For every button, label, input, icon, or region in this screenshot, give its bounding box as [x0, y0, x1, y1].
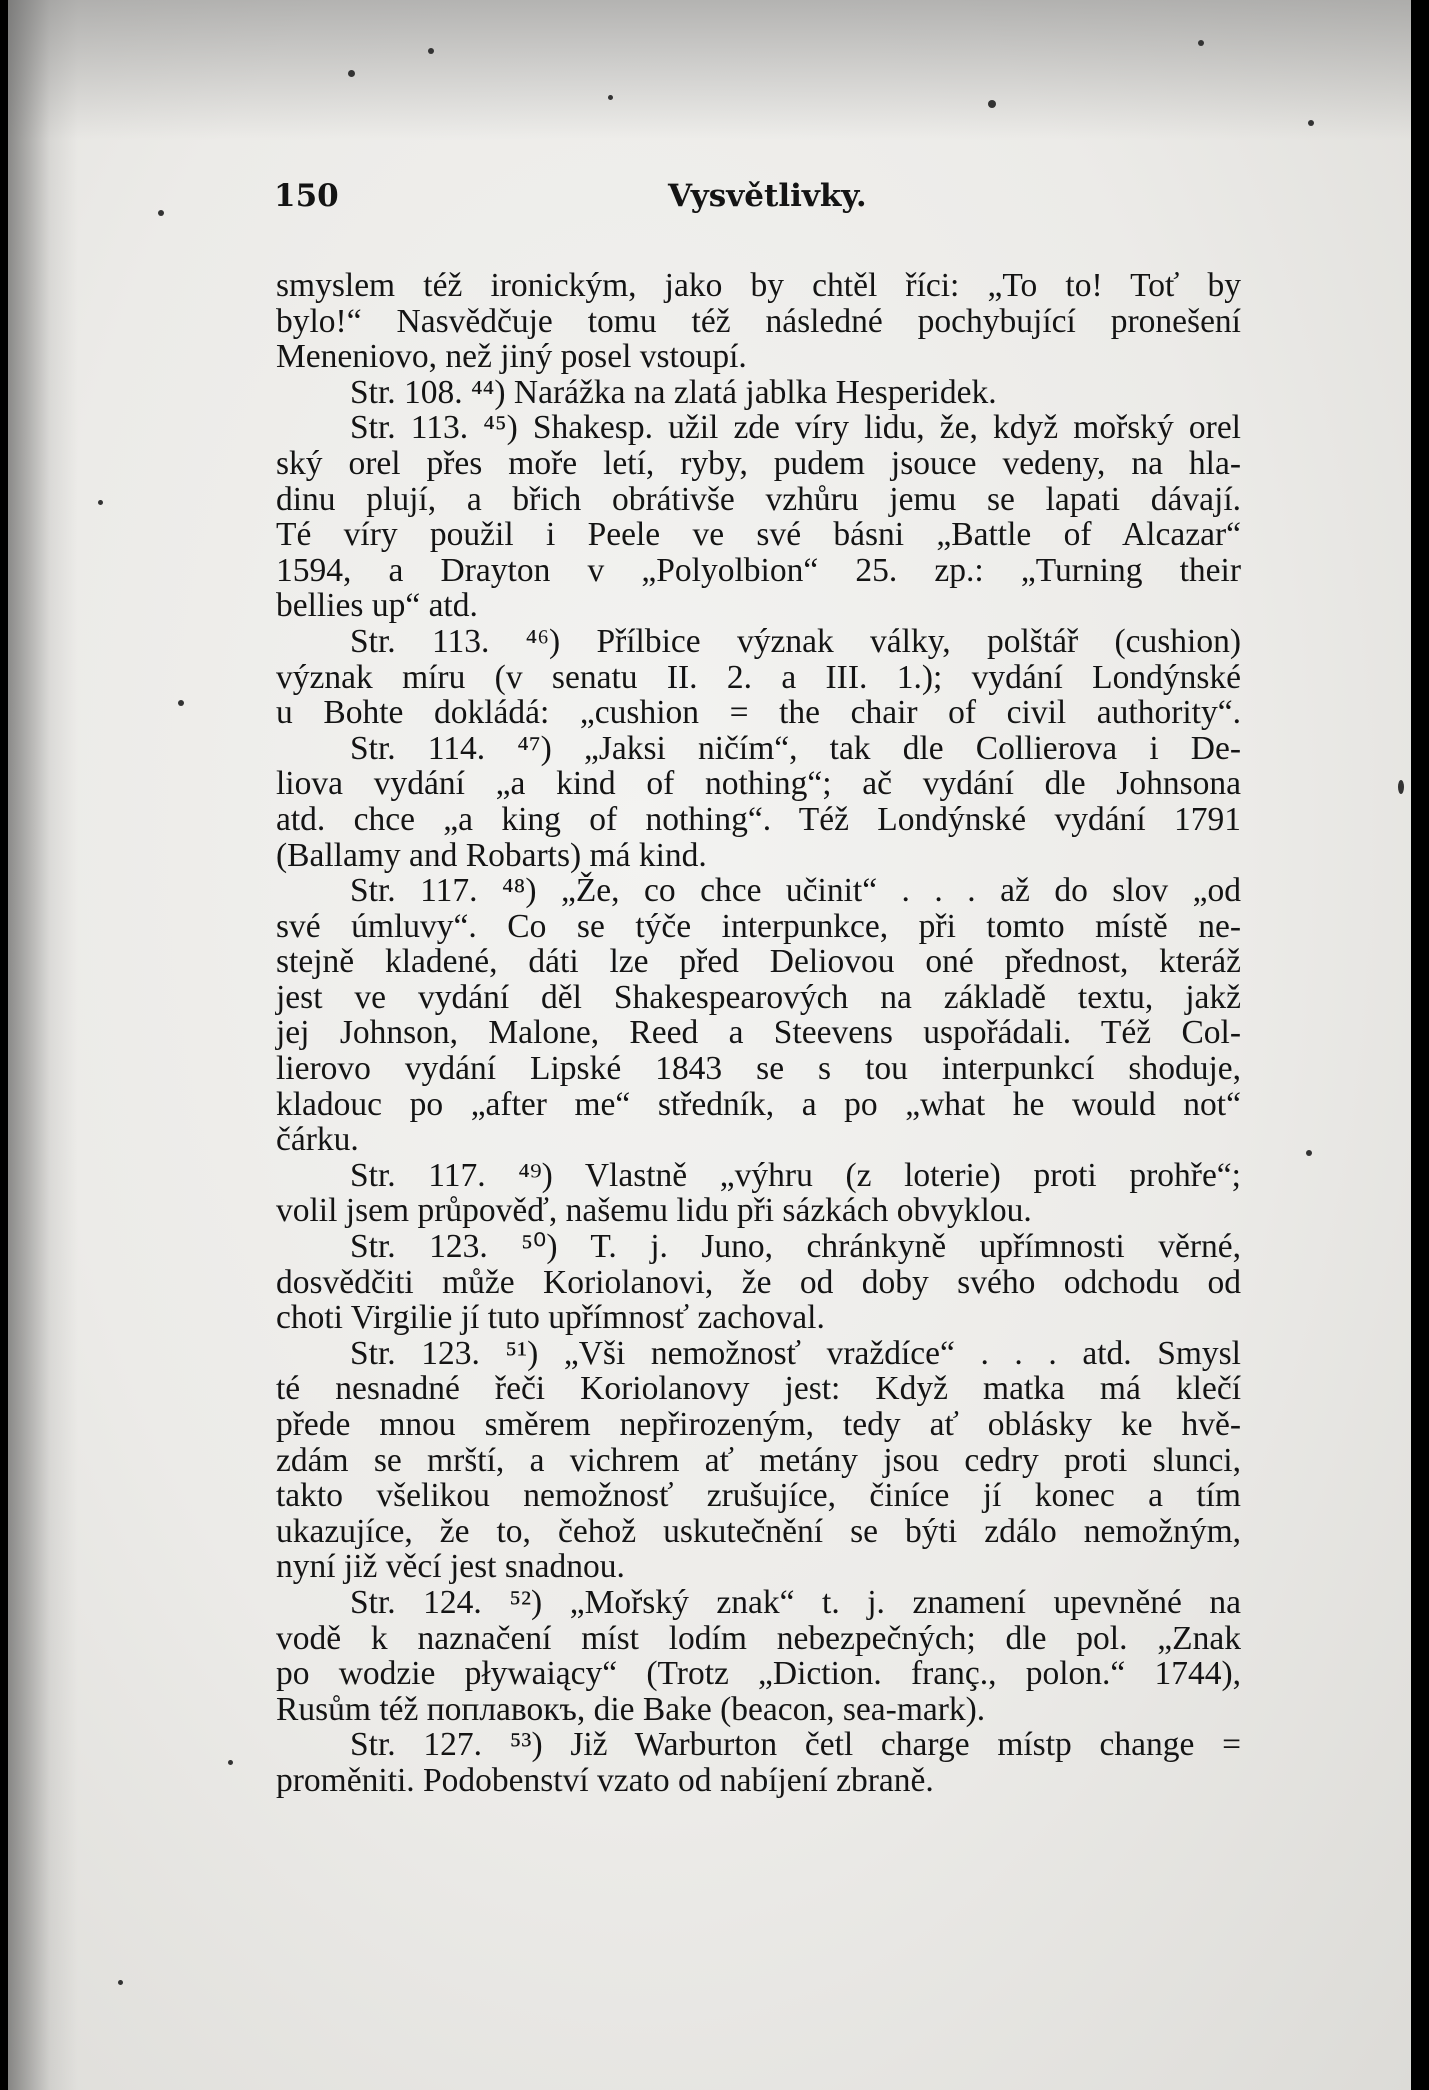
text-line: přede mnou směrem nepřirozeným, tedy ať oblásky ke hvě- [276, 1406, 1241, 1443]
text-line: atd. chce „a king of nothing“. Též Londýnské vydání 1791 [276, 800, 1241, 838]
top-edge-shadow [8, 0, 1411, 140]
text-line: choti Virgilie jí tuto upřímnosť zachoval. [276, 1299, 825, 1337]
book-page [8, 0, 1411, 2090]
text-line: Str. 123. ⁵¹) „Vši nemožnosť vraždíce“ . . . atd. Smysl [350, 1334, 1241, 1372]
text-line: jej Johnson, Malone, Reed a Steevens uspořádali. Též Col- [276, 1014, 1241, 1052]
scan-speck [1398, 780, 1404, 794]
scan-speck [1198, 40, 1204, 46]
text-line: té nesnadné řeči Koriolanovy jest: Když matka má klečí [276, 1370, 1241, 1408]
text-line: volil jsem průpověď, našemu lidu při sázkách obvyklou. [276, 1192, 1032, 1230]
scan-speck [1306, 1150, 1312, 1156]
text-line: nyní již věcí jest snadnou. [276, 1548, 625, 1586]
scan-speck [228, 1760, 233, 1765]
spine-shadow [8, 0, 78, 2090]
scan-speck [1308, 120, 1314, 126]
text-line: lierovo vydání Lipské 1843 se s tou interpunkcí shoduje, [276, 1050, 1241, 1088]
scan-speck [428, 48, 434, 54]
text-line: u Bohte dokládá: „cushion = the chair of civil authority“. [276, 694, 1241, 732]
text-line: dosvědčiti může Koriolanovi, že od doby svého odchodu od [276, 1263, 1241, 1301]
text-line: takto všelikou nemožnosť zrušujíce, činíce jí konec a tím [276, 1477, 1241, 1515]
text-line: zdám se mrští, a vichrem ať metány jsou cedry proti slunci, [276, 1441, 1241, 1479]
text-line: (Ballamy and Robarts) má kind. [276, 836, 707, 874]
text-line: Té víry použil i Peele ve své básni „Battle of Alcazar“ [276, 516, 1241, 554]
scan-speck [608, 95, 613, 100]
text-line: smyslem též ironickým, jako by chtěl říci: „To to! Toť by [276, 267, 1241, 304]
text-line: 1594, a Drayton v „Polyolbion“ 25. zp.: „Turning their [276, 551, 1241, 589]
text-line: Str. 117. ⁴⁸) „Že, co chce učinit“ . . . až do slov „od [350, 872, 1241, 910]
text-line: jest ve vydání děl Shakespearových na základě textu, jakž [276, 978, 1241, 1016]
text-line: po wodzie pływaiący“ (Trotz „Diction. franç., polon.“ 1744), [276, 1655, 1241, 1693]
text-line: Str. 108. ⁴⁴) Narážka na zlatá jablka Hesperidek. [350, 373, 997, 411]
text-line: Str. 127. ⁵³) Již Warburton četl charge místp change = [350, 1726, 1241, 1764]
text-line: Str. 114. ⁴⁷) „Jaksi ničím“, tak dle Collierova i De- [350, 729, 1241, 767]
running-title: Vysvětlivky. [668, 178, 867, 214]
text-line: Rusům též поплавокъ, die Bake (beacon, sea-mark). [276, 1690, 986, 1728]
text-line: stejně kladené, dáti lze před Deliovou oné přednost, kteráž [276, 943, 1241, 981]
running-header [274, 178, 867, 222]
text-line: bylo!“ Nasvědčuje tomu též následné pochybující pronešení [276, 302, 1241, 340]
text-line: Str. 123. ⁵⁰) T. j. Juno, chránkyně upřímnosti věrné, [350, 1228, 1241, 1266]
scan-speck [98, 500, 103, 505]
text-line: čárku. [276, 1121, 359, 1159]
text-line: kladouc po „after me“ středník, a po „what he would not“ [276, 1085, 1241, 1123]
scan-speck [178, 700, 184, 706]
text-line: liova vydání „a kind of nothing“; ač vydání dle Johnsona [276, 765, 1241, 803]
text-line: Meneniovo, než jiný posel vstoupí. [276, 338, 747, 376]
text-line: bellies up“ atd. [276, 587, 478, 625]
text-line: Str. 124. ⁵²) „Mořský znak“ t. j. znamení upevněné na [350, 1583, 1241, 1621]
text-line: Str. 117. ⁴⁹) Vlastně „výhru (z loterie) proti prohře“; [350, 1156, 1241, 1194]
text-line: význak míru (v senatu II. 2. a III. 1.); vydání Londýnské [276, 658, 1241, 696]
scan-speck [118, 1980, 123, 1985]
page-number: 150 [274, 178, 339, 214]
text-line: Str. 113. ⁴⁵) Shakesp. užil zde víry lidu, že, když mořský orel [350, 409, 1241, 447]
scan-speck [158, 210, 164, 216]
scan-speck [348, 70, 355, 77]
text-line: ukazujíce, že to, čehož uskutečnění se býti zdálo nemožným, [276, 1512, 1241, 1550]
text-line: své úmluvy“. Co se týče interpunkce, při tomto místě ne- [276, 907, 1241, 945]
body-text [276, 268, 1241, 1799]
text-line: proměniti. Podobenství vzato od nabíjení zbraně. [276, 1761, 934, 1799]
text-line: dinu plují, a břich obrátivše vzhůru jemu se lapati dávají. [276, 480, 1241, 518]
scan-speck [988, 100, 996, 108]
text-line: ský orel přes moře letí, ryby, pudem jsouce vedeny, na hla- [276, 444, 1241, 482]
text-line: Str. 113. ⁴⁶) Přílbice význak války, polštář (cushion) [350, 622, 1241, 660]
text-line: vodě k naznačení míst lodím nebezpečných; dle pol. „Znak [276, 1619, 1241, 1657]
